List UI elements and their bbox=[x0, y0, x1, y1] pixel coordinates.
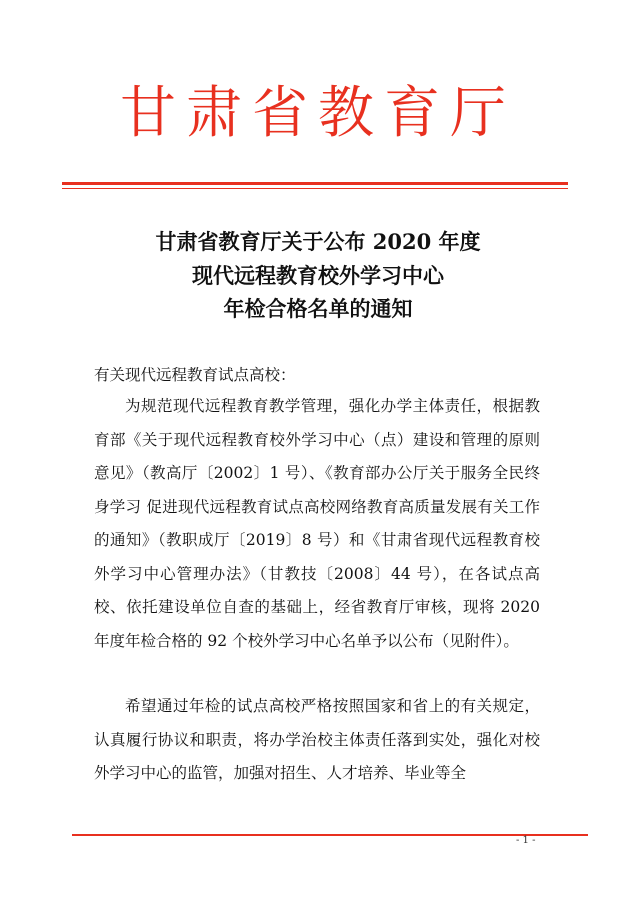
masthead-rule-thin bbox=[62, 188, 568, 189]
body-paragraph: 为规范现代远程教育教学管理，强化办学主体责任，根据教育部《关于现代远程教育校外学习中心（点）建设和管理的原则意见》（教高厅〔2002〕1 号）、《教育部办公厅关于服务全民终身学习 促进现代远程教育试点高校网络教育高质量发展有关工作的通知》（教职成厅〔2019〕8 号）和《甘肃省现代远程教育校外学习中心管理办法》（甘教技〔2008〕44 号），在各试点高校、依托建设单位自查的基础上，经省教育厅审核，现将 2020 年度年检合格的 92 个校外学习中心名单予以公布（见附件）。 bbox=[94, 397, 540, 650]
document-title-line-2: 现代远程教育校外学习中心 bbox=[192, 263, 444, 288]
body-paragraph: 希望通过年检的试点高校严格按照国家和省上的有关规定，认真履行协议和职责，将办学治校主体责任落到实处，强化对校外学习中心的监管，加强对招生、人才培养、毕业等全 bbox=[94, 697, 540, 782]
document-title-line-1: 甘肃省教育厅关于公布 2020 年度 bbox=[155, 229, 481, 254]
page-number: - 1 - bbox=[516, 835, 536, 846]
document-title-line-3: 年检合格名单的通知 bbox=[223, 296, 413, 321]
masthead-title: 甘肃省教育厅 bbox=[120, 81, 516, 146]
footer-rule bbox=[72, 834, 588, 836]
masthead-rule-thick bbox=[62, 182, 568, 185]
salutation: 有关现代远程教育试点高校： bbox=[94, 366, 296, 384]
